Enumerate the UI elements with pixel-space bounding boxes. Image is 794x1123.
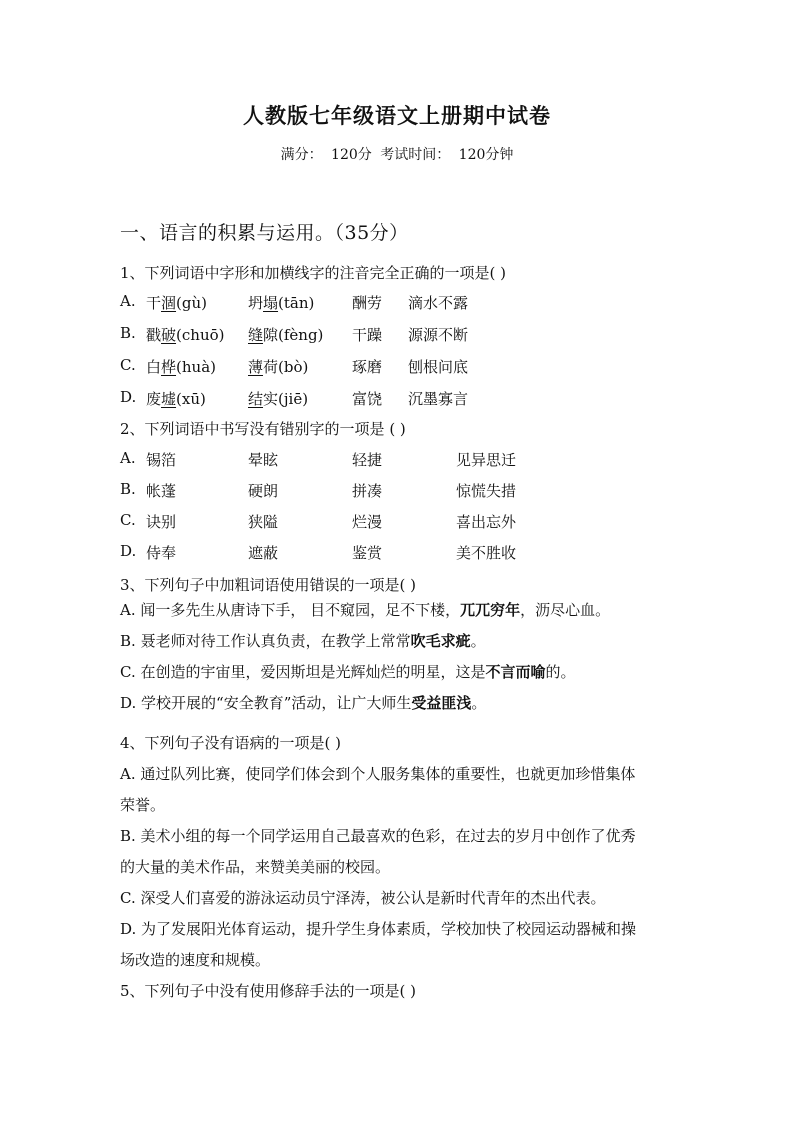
underlined-char: 墟 <box>161 390 177 408</box>
q1-stem: 1、下列词语中字形和加横线字的注音完全正确的一项是( ) <box>120 264 507 282</box>
q3-option-b <box>120 630 486 651</box>
bold-phrase: 不言而喻 <box>485 663 546 681</box>
option-word-4: 刨根问底 <box>408 358 469 376</box>
option-label: D. <box>120 388 137 406</box>
option-word-3: 富饶 <box>352 390 383 408</box>
q2-option-c <box>120 511 680 531</box>
q4-line: D. 为了发展阳光体育运动，提升学生身体素质，学校加快了校园运动器械和操 <box>120 920 637 938</box>
underlined-char: 涸 <box>161 294 177 312</box>
q3-option-c <box>120 661 576 682</box>
option-word-4: 滴水不露 <box>408 294 469 312</box>
option-label: C. <box>120 356 136 374</box>
option-word-3: 轻捷 <box>352 451 383 469</box>
option-label: C. <box>120 663 141 681</box>
option-label: C. <box>120 511 136 529</box>
option-label: D. <box>120 694 142 712</box>
underlined-char: 塌 <box>263 294 279 312</box>
option-word-2: 遮蔽 <box>248 544 279 562</box>
underlined-char: 破 <box>161 326 177 344</box>
q4-stem: 4、下列句子没有语病的一项是( ) <box>120 734 342 752</box>
option-word-4: 喜出忘外 <box>456 513 517 531</box>
option-label: A. <box>120 601 141 619</box>
q4-line: A. 通过队列比赛，使同学们体会到个人服务集体的重要性，也就更加珍惜集体 <box>120 765 636 783</box>
option-label: A. <box>120 292 136 310</box>
option-word-4: 源源不断 <box>408 326 469 344</box>
option-word-4: 见异思迁 <box>456 451 517 469</box>
option-text-post: 的。 <box>545 663 576 681</box>
q3-option-a <box>120 599 610 620</box>
q3-option-d <box>120 692 486 713</box>
q2-option-d <box>120 542 680 562</box>
q2-option-b <box>120 480 680 500</box>
option-label: D. <box>120 542 137 560</box>
underlined-char: 桦 <box>161 358 177 376</box>
option-text-post: 。 <box>471 694 487 712</box>
q1-option-d <box>120 388 680 408</box>
option-word-1: 废墟(xū) <box>146 390 206 408</box>
option-label: A. <box>120 449 136 467</box>
bold-phrase: 受益匪浅 <box>411 694 472 712</box>
option-label: B. <box>120 324 136 342</box>
q1-option-b <box>120 324 680 344</box>
option-word-4: 美不胜收 <box>456 544 517 562</box>
option-word-4: 惊慌失措 <box>456 482 517 500</box>
q4-line: B. 美术小组的每一个同学运用自己最喜欢的色彩，在过去的岁月中创作了优秀 <box>120 827 636 845</box>
option-word-3: 酬劳 <box>352 294 383 312</box>
underlined-char: 结 <box>248 390 264 408</box>
option-word-3: 鉴赏 <box>352 544 383 562</box>
option-text-pre: 闻一多先生从唐诗下手， 目不窥园，足不下楼， <box>140 601 461 619</box>
option-word-2: 硬朗 <box>248 482 279 500</box>
q4-line: 场改造的速度和规模。 <box>120 951 271 969</box>
option-text-pre: 学校开展的“安全教育”活动，让广大师生 <box>141 694 412 712</box>
exam-title: 人教版七年级语文上册期中试卷 <box>243 103 551 128</box>
bold-phrase: 吹毛求疵 <box>410 632 471 650</box>
q1-option-a <box>120 292 680 312</box>
option-word-2: 缝隙(fèng) <box>248 326 324 344</box>
q3-stem: 3、下列句子中加粗词语使用错误的一项是( ) <box>120 576 417 594</box>
q5-stem: 5、下列句子中没有使用修辞手法的一项是( ) <box>120 982 417 1000</box>
option-word-4: 沉墨寡言 <box>408 390 469 408</box>
q1-option-c <box>120 356 680 376</box>
option-text-post: ，沥尽心血。 <box>520 601 611 619</box>
q4-line: 荣誉。 <box>120 796 166 814</box>
option-text-pre: 在创造的宇宙里，爱因斯坦是光辉灿烂的明星，这是 <box>140 663 486 681</box>
option-word-2: 结实(jiē) <box>248 390 309 408</box>
option-word-2: 薄荷(bò) <box>248 358 309 376</box>
q4-line: C. 深受人们喜爱的游泳运动员宁泽涛，被公认是新时代青年的杰出代表。 <box>120 889 606 907</box>
underlined-char: 缝 <box>248 326 264 344</box>
q2-option-a <box>120 449 680 469</box>
option-label: B. <box>120 480 136 498</box>
option-word-3: 烂漫 <box>352 513 383 531</box>
bold-phrase: 兀兀穷年 <box>460 601 521 619</box>
option-word-1: 白桦(huà) <box>146 358 216 376</box>
option-word-3: 琢磨 <box>352 358 383 376</box>
section-heading: 一、语言的积累与运用。（35分） <box>120 222 409 244</box>
option-word-1: 侍奉 <box>146 544 177 562</box>
option-word-2: 晕眩 <box>248 451 279 469</box>
option-word-1: 帐蓬 <box>146 482 177 500</box>
exam-subtitle: 满分： 120分 考试时间： 120分钟 <box>280 147 514 163</box>
option-word-1: 诀别 <box>146 513 177 531</box>
option-word-1: 锡箔 <box>146 451 177 469</box>
underlined-char: 薄 <box>248 358 264 376</box>
option-word-3: 拼凑 <box>352 482 383 500</box>
q4-line: 的大量的美术作品，来赞美美丽的校园。 <box>120 858 391 876</box>
option-word-1: 戳破(chuō) <box>146 326 225 344</box>
q2-stem: 2、下列词语中书写没有错别字的一项是 ( ) <box>120 420 406 438</box>
option-text-pre: 聂老师对待工作认真负责，在教学上常常 <box>140 632 411 650</box>
option-word-2: 狭隘 <box>248 513 279 531</box>
option-word-2: 坍塌(tān) <box>248 294 315 312</box>
option-text-post: 。 <box>470 632 486 650</box>
option-word-1: 干涸(gù) <box>146 294 207 312</box>
option-label: B. <box>120 632 141 650</box>
option-word-3: 干躁 <box>352 326 383 344</box>
